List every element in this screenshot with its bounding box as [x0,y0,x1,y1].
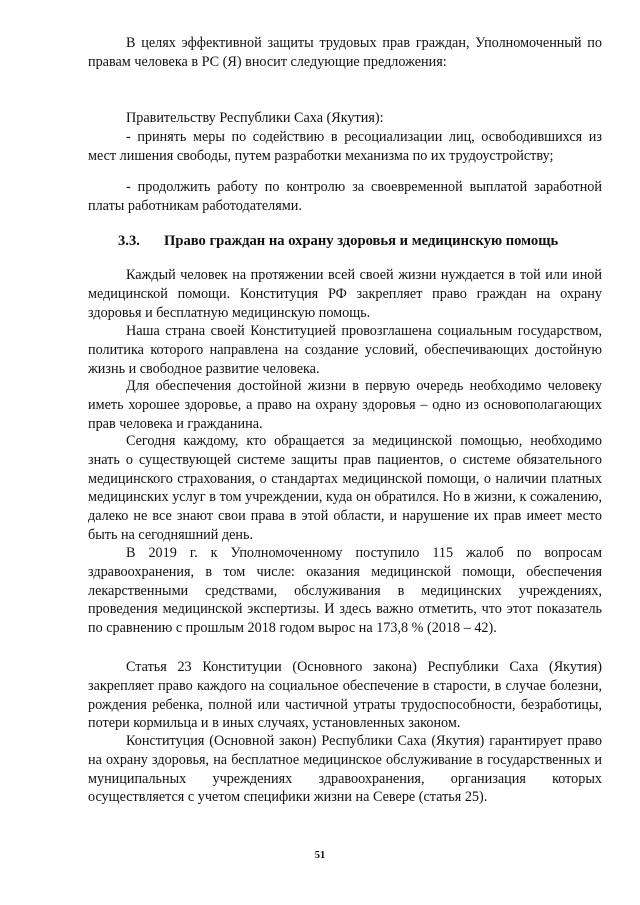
paragraph-health-right: Для обеспечения достойной жизни в первую очередь необходимо человеку иметь хорошее здоровье, а право на охрану здоровья – одно из основополагающих прав человека и гражданина. [88,378,602,432]
paragraph-medical-help: Каждый человек на протяжении всей своей жизни нуждается в той или иной медицинской помощи. Конституция РФ закрепляет право граждан на охрану здоровья и бесплатную медицинскую помощь. [88,267,602,321]
paragraph-social-state: Наша страна своей Конституцией провозглашена социальным государством, политика которого направлена на создание условий, обеспечивающих достойную жизнь и свободное развитие человека. [88,323,602,377]
section-title: Право граждан на охрану здоровья и медицинскую помощь [164,233,559,249]
paragraph-complaints: В 2019 г. к Уполномоченному поступило 115 жалоб по вопросам здравоохранения, в том числе: оказания медицинской помощи, обеспечения лекарственными средствами, обслуживания в медицинских учреждениях, проведения медицинской экспертизы. И здесь важно отметить, что этот показатель по сравнению с прошлым 2018 годом вырос на 173,8 % (2018 – 42). [88,545,602,637]
section-number: 3.3. [118,233,140,249]
paragraph-proposal-1: - принять меры по содействию в ресоциализации лиц, освободившихся из мест лишения свободы, путем разработки механизма по их трудоустройству; [88,129,602,164]
page-number: 51 [314,850,326,861]
paragraph-article-25: Конституция (Основной закон) Республики Саха (Якутия) гарантирует право на охрану здоровья, на бесплатное медицинское обслуживание в государственных и муниципальных учреждениях здравоохранения, организация которых осуществляется с учетом специфики жизни на Севере (статья 25). [88,733,602,806]
paragraph-proposal-2: - продолжить работу по контролю за своевременной выплатой заработной платы работникам работодателями. [88,179,602,214]
paragraph-article-23: Статья 23 Конституции (Основного закона) Республики Саха (Якутия) закрепляет право каждого на социальное обеспечение в старости, в случае болезни, рождения ребенка, полной или частичной утраты трудоспособности, безработицы, потери кормильца и в иных случаях, установленных законом. [88,659,602,732]
paragraph-government: Правительству Республики Саха (Якутия): [126,110,384,126]
paragraph-intro: В целях эффективной защиты трудовых прав граждан, Уполномоченный по правам человека в РС (Я) вносит следующие предложения: [88,35,602,70]
section-heading [118,232,598,250]
paragraph-patient-rights: Сегодня каждому, кто обращается за медицинской помощью, необходимо знать о существующей системе защиты прав пациентов, о системе обязательного медицинского страхования, о стандартах медицинской помощи, о наличии платных медицинских услуг в том учреждении, куда он обратился. Но в жизни, к сожалению, далеко не все знают свои права в этой области, и нарушение их прав имеет место быть на сегодняшний день. [88,433,602,543]
